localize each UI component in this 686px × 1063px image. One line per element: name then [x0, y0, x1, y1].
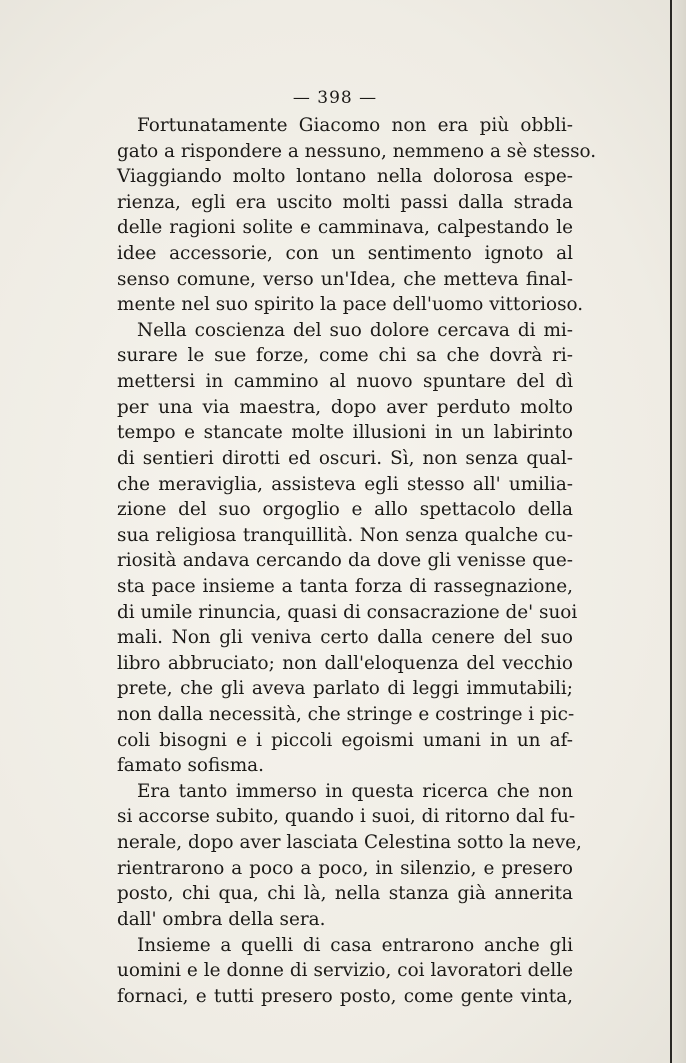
text-line: non dalla necessità, che stringe e costringe i pic- [117, 704, 575, 726]
text-line: Viaggiando molto lontano nella dolorosa espe- [117, 166, 573, 188]
page-edge-line [670, 0, 672, 1063]
page-number: — 398 — [292, 88, 378, 108]
text-line: Nella coscienza del suo dolore cercava di mi- [137, 319, 573, 341]
text-line: tempo e stancate molte illusioni in un labirinto [117, 422, 573, 444]
text-line: mettersi in cammino al nuovo spuntare del dì [117, 371, 573, 393]
text-line: si accorse subito, quando i suoi, di ritorno dal fu- [117, 806, 576, 828]
text-line: zione del suo orgoglio e allo spettacolo della [117, 499, 573, 521]
text-line: uomini e le donne di servizio, coi lavoratori delle [117, 960, 573, 982]
text-line: fornaci, e tutti presero posto, come gente vinta, [117, 985, 573, 1007]
text-line: Fortunatamente Giacomo non era più obbli- [137, 115, 573, 136]
text-line: nerale, dopo aver lasciata Celestina sotto la neve, [117, 832, 582, 854]
text-line: Era tanto immerso in questa ricerca che non [137, 780, 573, 802]
text-line: mali. Non gli veniva certo dalla cenere del suo [117, 627, 573, 649]
text-line: sta pace insieme a tanta forza di rassegnazione, [117, 575, 573, 597]
text-line: gato a rispondere a nessuno, nemmeno a sè stesso. [117, 140, 597, 162]
body-text [117, 113, 597, 1009]
text-line: per una via maestra, dopo aver perduto molto [117, 396, 573, 418]
text-line: rientrarono a poco a poco, in silenzio, e presero [117, 857, 573, 879]
text-line: idee accessorie, con un sentimento ignoto al [117, 243, 573, 265]
text-line: famato sofisma. [117, 755, 264, 777]
text-line: posto, chi qua, chi là, nella stanza già annerita [117, 883, 573, 905]
text-line: senso comune, verso un'Idea, che metteva final- [117, 268, 573, 290]
text-line: che meraviglia, assisteva egli stesso all' umilia- [117, 473, 573, 495]
text-line: sua religiosa tranquillità. Non senza qualche cu- [117, 524, 573, 546]
text-line: coli bisogni e i piccoli egoismi umani in un af- [117, 729, 573, 751]
text-line: rienza, egli era uscito molti passi dalla strada [117, 191, 573, 213]
text-line: libro abbruciato; non dall'eloquenza del vecchio [117, 652, 573, 674]
text-line: delle ragioni solite e camminava, calpestando le [117, 217, 573, 239]
text-line: surare le sue forze, come chi sa che dovrà ri- [117, 345, 573, 367]
text-line: dall' ombra della sera. [117, 908, 326, 930]
text-line: prete, che gli aveva parlato di leggi immutabili; [117, 678, 573, 700]
page-edge-shadow [672, 0, 686, 1063]
text-line: riosità andava cercando da dove gli venisse que- [117, 550, 573, 572]
text-line: Insieme a quelli di casa entrarono anche gli [137, 934, 573, 956]
text-line: di umile rinuncia, quasi di consacrazione de' suoi [117, 601, 578, 623]
text-line: mente nel suo spirito la pace dell'uomo vittorioso. [117, 294, 584, 316]
text-line: di sentieri dirotti ed oscuri. Sì, non senza qual- [117, 447, 573, 469]
